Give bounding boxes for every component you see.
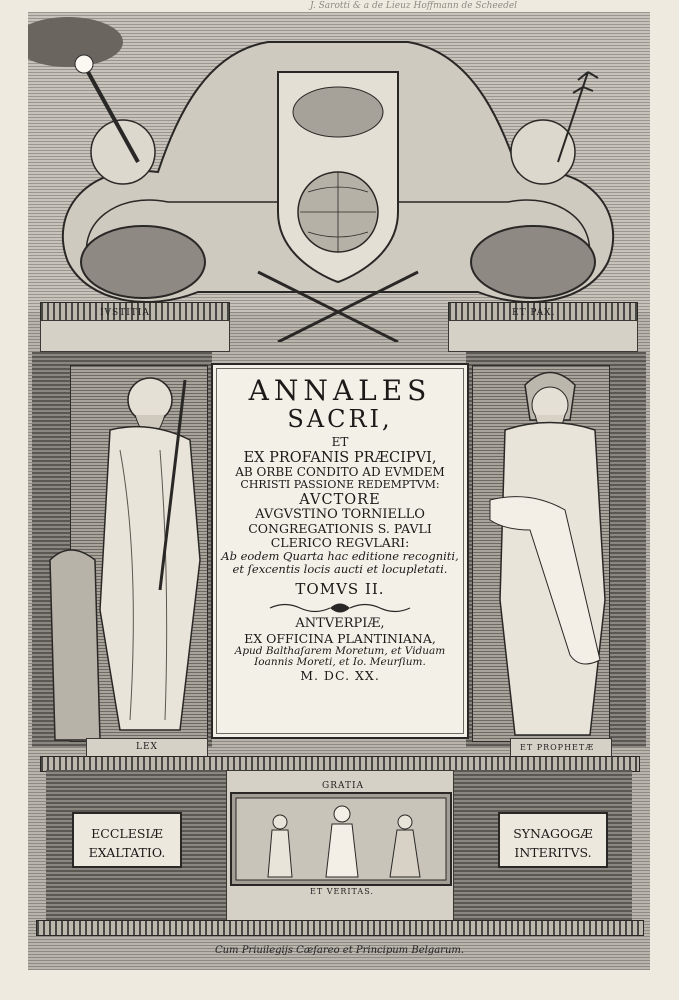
title-tablet bbox=[211, 363, 469, 739]
title-line-ab-orbe: AB ORBE CONDITO AD EVMDEM bbox=[235, 464, 445, 479]
right-medallion-sacrifice bbox=[471, 226, 595, 298]
title-line-christi: CHRISTI PASSIONE REDEMPTVM: bbox=[240, 478, 440, 492]
title-line-auctore: AVCTORE bbox=[299, 491, 381, 508]
right-pedestal-panel bbox=[498, 812, 608, 868]
label-iustitia: IVSTITIA bbox=[100, 308, 150, 318]
torch-flame bbox=[75, 55, 93, 73]
title-line-sexcentis: et ſexcentis locis aucti et locupletati. bbox=[232, 562, 448, 577]
right-cherub bbox=[511, 120, 575, 184]
label-et-veritas: ET VERITAS. bbox=[310, 887, 374, 896]
left-pedestal-panel bbox=[72, 812, 182, 868]
bottom-step bbox=[36, 920, 644, 936]
title-line-printer-names-2: Ioannis Moreti, et Io. Meurſium. bbox=[254, 656, 426, 669]
title-line-ex-profanis: EX PROFANIS PRÆCIPVI, bbox=[243, 449, 437, 466]
central-relief-scene bbox=[230, 792, 452, 886]
title-line-sacri: SACRI, bbox=[287, 405, 393, 434]
left-panel-line2: EXALTATIO. bbox=[88, 845, 166, 861]
title-line-place: ANTVERPIÆ, bbox=[295, 615, 385, 631]
left-cherub bbox=[91, 120, 155, 184]
title-line-et: ET bbox=[331, 435, 349, 450]
title-line-annales: ANNALES bbox=[248, 374, 432, 407]
title-line-printer-names-1: Apud Balthaſarem Moretum, et Viduam bbox=[234, 644, 446, 657]
title-line-author: AVGVSTINO TORNIELLO bbox=[255, 506, 425, 522]
prophet-figure bbox=[470, 360, 640, 750]
right-panel-line2: INTERITVS. bbox=[514, 845, 592, 861]
title-line-clerico: CLERICO REGVLARI: bbox=[270, 535, 410, 551]
title-line-edition: Ab eodem Quarta hac editione recogniti, bbox=[221, 549, 459, 564]
privilege-line: Cum Priuilegijs Cæſareo et Principum Belgarum. bbox=[214, 945, 465, 956]
right-panel-line1: SYNAGOGÆ bbox=[513, 826, 593, 841]
left-panel-line1: ECCLESIÆ bbox=[91, 826, 163, 841]
label-lex: LEX bbox=[136, 742, 158, 752]
label-et-prophetae: ET PROPHETÆ bbox=[520, 743, 595, 752]
right-frieze bbox=[448, 320, 638, 352]
left-medallion-flood bbox=[81, 226, 205, 298]
title-line-volume: TOMVS II. bbox=[295, 580, 385, 599]
trinity-vision bbox=[293, 87, 383, 137]
moses-figure bbox=[40, 360, 215, 750]
label-et-pax: ET PAX. bbox=[512, 308, 556, 318]
title-line-congregationis: CONGREGATIONIS S. PAVLI bbox=[248, 521, 432, 537]
tablets-of-law bbox=[50, 550, 100, 740]
cartouche-illustration bbox=[28, 12, 650, 342]
title-line-year: M. DC. XX. bbox=[300, 668, 380, 684]
printer-ornament bbox=[265, 601, 415, 615]
cloud bbox=[28, 17, 123, 67]
title-line-printer: EX OFFICINA PLANTINIANA, bbox=[244, 630, 436, 646]
left-frieze bbox=[40, 320, 230, 352]
handwritten-note: J. Sarotti & a de Lieuz Hoffmann de Scheedel bbox=[310, 1, 518, 11]
label-gratia: GRATIA bbox=[322, 781, 365, 791]
